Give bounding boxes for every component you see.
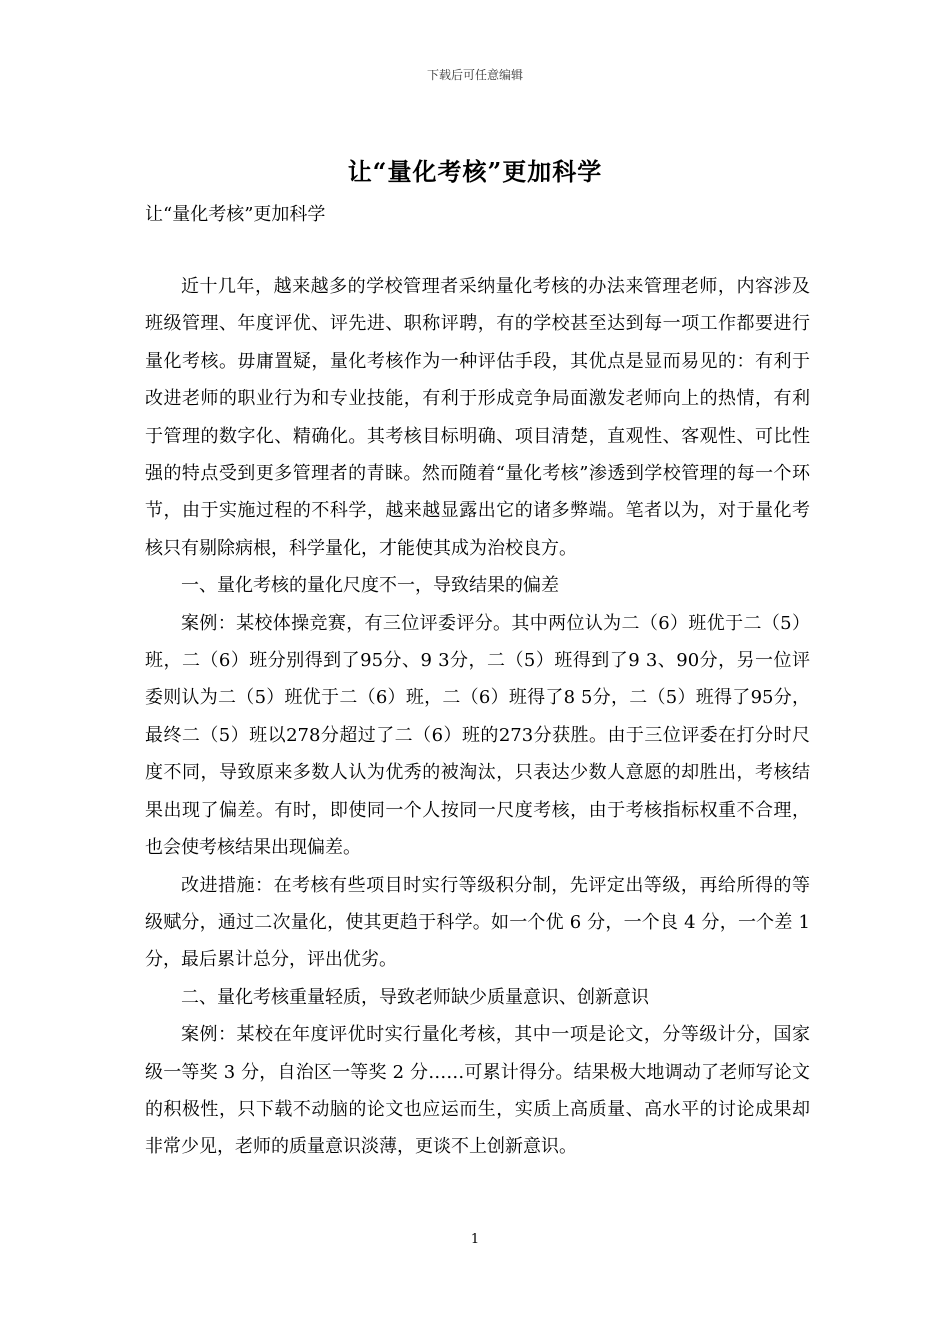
paragraph-case-2: 案例：某校在年度评优时实行量化考核，其中一项是论文，分等级计分，国家级一等奖 3 分，自治区一等奖 2 分……可累计得分。结果极大地调动了老师写论文的积极性，只下载不动脑的论文也应运而生，实质上高质量、高水平的讨论成果却非常少见，老师的质量意识淡薄，更谈不上创新意识。 <box>145 1024 810 1158</box>
paragraph-intro: 近十几年，越来越多的学校管理者采纳量化考核的办法来管理老师，内容涉及班级管理、年度评优、评先进、职称评聘，有的学校甚至达到每一项工作都要进行量化考核。毋庸置疑，量化考核作为一种评估手段，其优点是显而易见的：有利于改进老师的职业行为和专业技能，有利于形成竞争局面激发老师向上的热情，有利于管理的数字化、精确化。其考核目标明确、项目清楚，直观性、客观性、可比性强的特点受到更多管理者的青睐。然而随着“量化考核”渗透到学校管理的每一个环节，由于实施过程的不科学，越来越显露出它的诸多弊端。笔者以为，对于量化考核只有剔除病根，科学量化，才能使其成为治校良方。 <box>145 276 810 559</box>
document-body <box>145 268 810 1166</box>
page-header-note: 下载后可任意编辑 <box>426 68 523 82</box>
paragraph-case-1: 案例：某校体操竞赛，有三位评委评分。其中两位认为二（6）班优于二（5）班，二（6）班分别得到了95分、9 3分，二（5）班得到了9 3、90分，另一位评委则认为二（5）班优于二（6）班，二（6）班得了8 5分，二（5）班得了95分，最终二（5）班以278分超过了二（6）班的273分获胜。由于三位评委在打分时尺度不同，导致原来多数人认为优秀的被淘汰，只表达少数人意愿的却胜出，考核结果出现了偏差。有时，即使同一个人按同一尺度考核，由于考核指标权重不合理，也会使考核结果出现偏差。 <box>145 612 810 859</box>
document-title: 让“量化考核”更加科学 <box>347 157 603 186</box>
paragraph-improvement-1: 改进措施：在考核有些项目时实行等级积分制，先评定出等级，再给所得的等级赋分，通过二次量化，使其更趋于科学。如一个优 6 分，一个良 4 分，一个差 1 分，最后累计总分，评出优劣。 <box>145 874 810 971</box>
section-heading-2: 二、量化考核重量轻质，导致老师缺少质量意识、创新意识 <box>181 986 649 1008</box>
document-subtitle: 让“量化考核”更加科学 <box>145 204 326 225</box>
section-heading-1: 一、量化考核的量化尺度不一，导致结果的偏差 <box>181 575 559 597</box>
page-number: 1 <box>470 1232 480 1247</box>
